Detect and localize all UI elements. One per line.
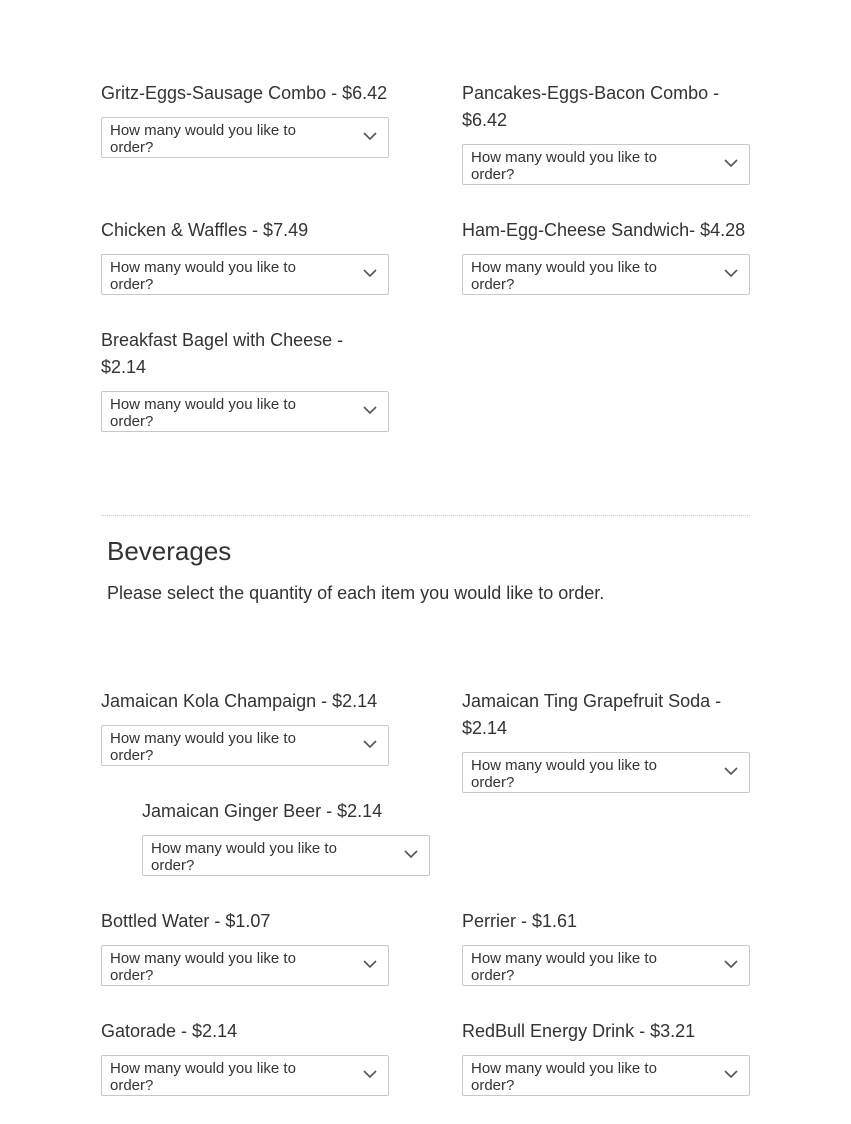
item-label: Jamaican Ting Grapefruit Soda - $2.14 (462, 691, 722, 738)
menu-item-jamaican-ginger-beer (142, 798, 431, 876)
chevron-down-icon (363, 131, 377, 141)
quantity-select-placeholder: How many would you like to order? (110, 1060, 296, 1094)
quantity-select[interactable] (462, 144, 750, 185)
quantity-select-placeholder: How many would you like to order? (110, 259, 296, 293)
section-title: Beverages (107, 536, 232, 566)
quantity-select[interactable] (101, 945, 389, 986)
chevron-down-icon (724, 158, 738, 168)
chevron-down-icon (724, 268, 738, 278)
quantity-select-placeholder: How many would you like to order? (471, 149, 657, 183)
menu-item-ham-egg-cheese-sandwich (462, 217, 751, 295)
item-label: Gatorade - $2.14 (101, 1021, 238, 1041)
item-label: RedBull Energy Drink - $3.21 (462, 1021, 696, 1041)
item-label: Chicken & Waffles - $7.49 (101, 220, 309, 240)
menu-item-jamaican-kola-champaign (101, 688, 390, 766)
quantity-select[interactable] (101, 254, 389, 295)
chevron-down-icon (363, 405, 377, 415)
section-description: Please select the quantity of each item you would like to order. (107, 583, 605, 603)
quantity-select-placeholder: How many would you like to order? (471, 259, 657, 293)
menu-item-chicken-waffles (101, 217, 390, 295)
chevron-down-icon (363, 959, 377, 969)
quantity-select-placeholder: How many would you like to order? (110, 950, 296, 984)
quantity-select-placeholder: How many would you like to order? (110, 122, 296, 156)
item-label: Perrier - $1.61 (462, 911, 578, 931)
quantity-select[interactable] (101, 117, 389, 158)
quantity-select[interactable] (462, 752, 750, 793)
quantity-select[interactable] (462, 1055, 750, 1096)
item-label: Breakfast Bagel with Cheese - $2.14 (101, 330, 344, 377)
chevron-down-icon (724, 959, 738, 969)
menu-item-perrier (462, 908, 751, 986)
item-label: Jamaican Ginger Beer - $2.14 (142, 801, 383, 821)
menu-item-gritz-eggs-sausage-combo (101, 80, 390, 158)
quantity-select[interactable] (101, 1055, 389, 1096)
chevron-down-icon (724, 766, 738, 776)
quantity-select-placeholder: How many would you like to order? (471, 950, 657, 984)
quantity-select[interactable] (462, 254, 750, 295)
menu-item-pancakes-eggs-bacon-combo (462, 80, 751, 185)
item-label: Gritz-Eggs-Sausage Combo - $6.42 (101, 83, 388, 103)
chevron-down-icon (724, 1069, 738, 1079)
menu-item-jamaican-ting-grapefruit-soda (462, 688, 751, 793)
quantity-select-placeholder: How many would you like to order? (471, 1060, 657, 1094)
quantity-select[interactable] (101, 725, 389, 766)
chevron-down-icon (363, 1069, 377, 1079)
menu-item-gatorade (101, 1018, 390, 1096)
item-label: Bottled Water - $1.07 (101, 911, 271, 931)
quantity-select-placeholder: How many would you like to order? (471, 757, 657, 791)
item-label: Pancakes-Eggs-Bacon Combo - $6.42 (462, 83, 720, 130)
menu-item-redbull-energy-drink (462, 1018, 751, 1096)
item-label: Ham-Egg-Cheese Sandwich- $4.28 (462, 220, 746, 240)
quantity-select-placeholder: How many would you like to order? (110, 396, 296, 430)
chevron-down-icon (363, 739, 377, 749)
quantity-select[interactable] (142, 835, 430, 876)
menu-item-bottled-water (101, 908, 390, 986)
quantity-select[interactable] (101, 391, 389, 432)
quantity-select-placeholder: How many would you like to order? (110, 730, 296, 764)
quantity-select[interactable] (462, 945, 750, 986)
item-label: Jamaican Kola Champaign - $2.14 (101, 691, 378, 711)
section-divider (101, 515, 750, 516)
menu-item-breakfast-bagel-with-cheese (101, 327, 390, 432)
chevron-down-icon (363, 268, 377, 278)
chevron-down-icon (404, 849, 418, 859)
quantity-select-placeholder: How many would you like to order? (151, 840, 337, 874)
